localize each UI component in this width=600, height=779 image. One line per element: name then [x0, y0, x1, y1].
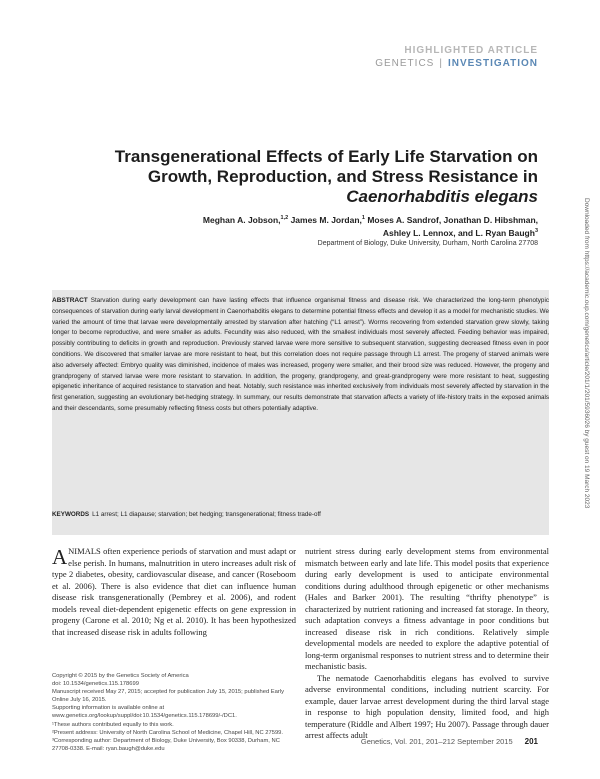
journal-section-header	[375, 58, 538, 69]
body-column-left	[52, 546, 296, 638]
body-right-paragraph-2: The nematode Caenorhabditis elegans has evolved to survive adverse environmental conditions, including nutrient scarcity. For example, dauer larvae arrest development during the third larval stage in response to high population density, limited food, and high temperature (Riddle and Albert 1997; Hu 2007). Passage through dauer arrest affects adult	[305, 672, 549, 740]
author-list	[38, 214, 538, 240]
drop-cap: A	[52, 545, 68, 569]
footnote-present-address: ²Present address: University of North Carolina School of Medicine, Chapel Hill, NC 27599.	[52, 729, 284, 736]
keywords-label: KEYWORDS	[52, 511, 90, 518]
article-title	[68, 147, 538, 207]
footnote-doi: doi: 10.1534/genetics.115.178699	[52, 681, 139, 688]
abstract-label: ABSTRACT	[52, 297, 88, 304]
keywords-text: L1 arrest; L1 diapause; starvation; bet hedging; transgenerational; fitness trade-off	[92, 511, 321, 518]
footer-citation: Genetics, Vol. 201, 201–212 September 2015	[360, 737, 513, 746]
header-separator: |	[439, 58, 443, 69]
article-kicker: HIGHLIGHTED ARTICLE	[404, 45, 538, 56]
article-section: INVESTIGATION	[447, 58, 538, 69]
author-affil-mark: 1	[361, 215, 365, 222]
keywords	[52, 511, 549, 518]
author-affil-mark: 3	[534, 228, 538, 235]
download-watermark	[585, 198, 595, 618]
author-name: James M. Jordan,	[290, 215, 362, 225]
abstract	[52, 296, 549, 415]
footnotes	[52, 672, 296, 753]
abstract-box	[52, 290, 549, 535]
author-name: Meghan A. Jobson,	[202, 215, 281, 225]
page-footer	[361, 737, 538, 746]
author-line-1	[38, 214, 538, 227]
title-line-2: Growth, Reproduction, and Stress Resistance in	[147, 167, 538, 186]
title-line-1: Transgenerational Effects of Early Life Starvation on	[114, 147, 538, 166]
footnote-received: Manuscript received May 27, 2015; accepted for publication July 15, 2015; published Early Online July 16, 2015.	[52, 689, 285, 704]
page-number: 201	[524, 737, 538, 746]
author-name: Moses A. Sandrof, Jonathan D. Hibshman,	[367, 215, 538, 225]
author-line-2	[38, 227, 538, 240]
journal-name: GENETICS	[375, 58, 435, 69]
author-affil-mark: 1,2	[280, 215, 289, 222]
download-watermark-text: Downloaded from https://academic.oup.com/genetics/article/201/1/201/5936026 by guest on 19 March 2023	[583, 198, 590, 509]
title-line-3	[68, 187, 538, 207]
body-left-text: NIMALS often experience periods of starvation and must adapt or else perish. In humans, malnutrition in utero increases adult risk of type 2 diabetes, obesity, cardiovascular disease, and cancer (Roseboom et al. 2006). There is also evidence that diet can influence human disease risk transgenerationally (Pembrey et al. 2006), and rodent models reveal diet-dependent epigenetic effects on gene expression in progeny (Carone et al. 2010; Ng et al. 2010). It has been hypothesized that increased disease risk in adults following	[52, 546, 296, 637]
footnote-supporting-info: Supporting information is available online at www.genetics.org/lookup/suppl/doi:10.1534/genetics.115.178699/-/DC1.	[52, 705, 237, 720]
footnote-corresponding-author: ³Corresponding author: Department of Biology, Duke University, Box 90338, Durham, NC 27708-0338. E-mail: ryan.baugh@duke.edu	[52, 737, 280, 752]
author-name: Ashley L. Lennox, and L. Ryan Baugh	[382, 228, 535, 238]
footnote-copyright: Copyright © 2015 by the Genetics Society of America	[52, 673, 189, 679]
footnote-equal-contribution: ¹These authors contributed equally to this work.	[52, 721, 174, 728]
author-affiliation: Department of Biology, Duke University, Durham, North Carolina 27708	[317, 240, 538, 247]
body-column-right	[305, 546, 549, 742]
species-name: Caenorhabditis elegans	[346, 187, 538, 206]
body-right-paragraph-1: nutrient stress during early development stems from environmental mismatch between early and late life. This model posits that experience during early development is used to anticipate environmental conditions during adulthood through epigenetic or other mechanisms (Hales and Barker 2001). The resulting “thrifty phenotype” is characterized by nutrient rationing and increased fat storage. In theory, such adaptation conveys a fitness advantage in poor conditions but increased disease risk in rich conditions. Relatively simple developmental models are needed to explore the adaptive potential of long-term organismal responses to nutrient stress and to determine their mechanistic basis.	[305, 546, 549, 671]
abstract-text: Starvation during early development can have lasting effects that influence organismal fitness and disease risk. We characterized the long-term phenotypic consequences of starvation during early larval development in Caenorhabditis elegans to determine potential fitness effects and develop it as a model for mechanistic studies. We varied the amount of time that larvae were developmentally arrested by starvation after hatching (“L1 arrest”). Worms recovering from extended starvation grew slowly, taking longer to become reproductive, and were smaller as adults. Fecundity was also reduced, with the smallest individuals most severely affected. Feeding behavior was impaired, possibly contributing to deficits in growth and reproduction. Previously starved larvae were more sensitive to subsequent starvation, suggesting decreased fitness even in poor conditions. We discovered that smaller larvae are more resistant to heat, but this correlation does not require passage through L1 arrest. The progeny of starved animals were also adversely affected: Embryo quality was diminished, incidence of males was increased, progeny were smaller, and their brood size was reduced. However, the progeny and grandprogeny of starved larvae were more resistant to starvation. In addition, the progeny, grandprogeny, and great-grandprogeny were more resistant to heat, suggesting epigenetic inheritance of acquired resistance to starvation and heat. Notably, such resistance was inherited exclusively from individuals most severely affected by starvation in the first generation, suggesting an evolutionary bet-hedging strategy. In summary, our results demonstrate that starvation affects a variety of life-history traits in the exposed animals and their descendants, some presumably reflecting fitness costs but others potentially adaptive.	[52, 297, 549, 412]
